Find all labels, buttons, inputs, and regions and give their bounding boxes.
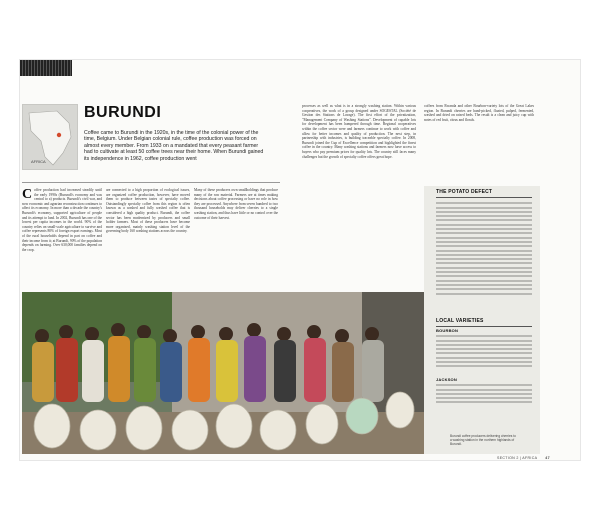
body-column-3 xyxy=(194,188,278,286)
variety-1-text-lines xyxy=(436,333,532,370)
varieties-heading: LOCAL VARIETIES xyxy=(436,318,484,324)
folio-section: SECTION 2 | AFRICA xyxy=(497,456,538,460)
body-text: processes as well as what is in a strongly washing station. Within various cooperatives, the work of a group designed under SOGESTAL (Société de Gestion des Stations de Lavage). The first effort of the privatization, "Management Company of Washing Stations". Development of capable lots for development has been hampered through time. Regional cooperatives within the coffee sector were and farmers continue to work with coffee and allow for better incomes and quality of production. The next step, in partnership with industries, is building traceable specialty coffee. In 2008, Burundi joined the Cup of Excellence competition and highlighted the finest coffee in the country. Many washing stations and farmers now have access to buyers who pay premium prices for quality lots. The country still faces many challenges but the growth of specialty coffee offers great hope. xyxy=(302,104,416,159)
body-column-4 xyxy=(302,104,416,284)
body-text: offee production had increased steadily until the early 1990s (Burundi's economy and was central to a) products. Burundi's civil war, and now economic and agrarian reconstruction continues to affect its economy. In more than a decade the country's Burundi's economy, supported agriculture of people and its attempt to land. In 2002, Burundi has one of the lowest per capita incomes in the world. 90% of the country relies on small-scale agriculture to survive and coffee represents 80% of foreign export earnings. Most of the rural households depend in part on coffee and their income from it; at Burundi, 90% of the population depends on farming. Over 630,000 families depend on the crop. xyxy=(22,188,102,252)
sidebar-heading: THE POTATO DEFECT xyxy=(436,189,493,195)
body-column-5 xyxy=(424,104,534,180)
body-text: are connected to a high proportion of ecological issues, are organized coffee production, however, have moved them to produce between tastes of specialty coffee. Outstandingly specialty coffee from this region is often known as a washed and fully washed coffee that is considered a high quality product. Burundi, the coffee sector has been modernized by producers and small holder farmers. Most of these producers have become more organized, mainly washing station level of the governing body 160 washing stations across the country. xyxy=(106,188,190,234)
sidebar-rule xyxy=(436,197,532,198)
coffee-producers-photo xyxy=(22,292,448,454)
africa-map-icon xyxy=(23,105,77,169)
map-label: AFRICA xyxy=(31,159,46,164)
variety-name: JACKSON xyxy=(436,377,457,382)
page-folio xyxy=(497,456,550,460)
body-column-2 xyxy=(106,188,190,286)
body-column-1 xyxy=(22,188,102,286)
burundi-location-marker xyxy=(57,133,61,137)
divider xyxy=(22,182,280,183)
page-number: 47 xyxy=(545,456,550,460)
article-intro: Coffee came to Burundi in the 1920s, in the time of the colonial power of the time, Belgium. Under Belgian colonial rule, coffee production was forced on almost every member. From 1933 on a mandated that every peasant farmer had to cultivate at least 50 coffee trees near their home. When Burundi gained its independence in 1962, coffee production went xyxy=(84,130,264,162)
photo-caption: Burundi coffee producers delivering cherries to a washing station in the northern highlands of Burundi. xyxy=(450,434,516,446)
sidebar-text-lines xyxy=(436,200,532,297)
article-title: BURUNDI xyxy=(84,104,162,121)
section-stamp xyxy=(20,60,72,76)
body-text: coffees from Rwanda and other Bourbon-variety lots of the Great Lakes region. In Burundi cherries are hand-picked, floated, pulped, fermented, washed and dried on raised beds. The result is a clean and juicy cup with notes of red fruit, citrus and florals. xyxy=(424,104,534,122)
photo-image xyxy=(22,292,448,454)
drop-cap: C xyxy=(22,188,33,202)
variety-2-text-lines xyxy=(436,382,532,406)
body-text: Many of these producers own smallholdings that produce many of the raw material. Farmers are at times making decisions about coffee processing or have no role in how they are processed. Anywhere from seven hundred to two thousand households may deliver cherries to a single washing station, and thus have little or no control over the outcome of their harvest. xyxy=(194,188,278,220)
variety-name: BOURBON xyxy=(436,328,459,333)
burundi-map xyxy=(22,104,78,170)
sidebar-rule xyxy=(436,326,532,327)
